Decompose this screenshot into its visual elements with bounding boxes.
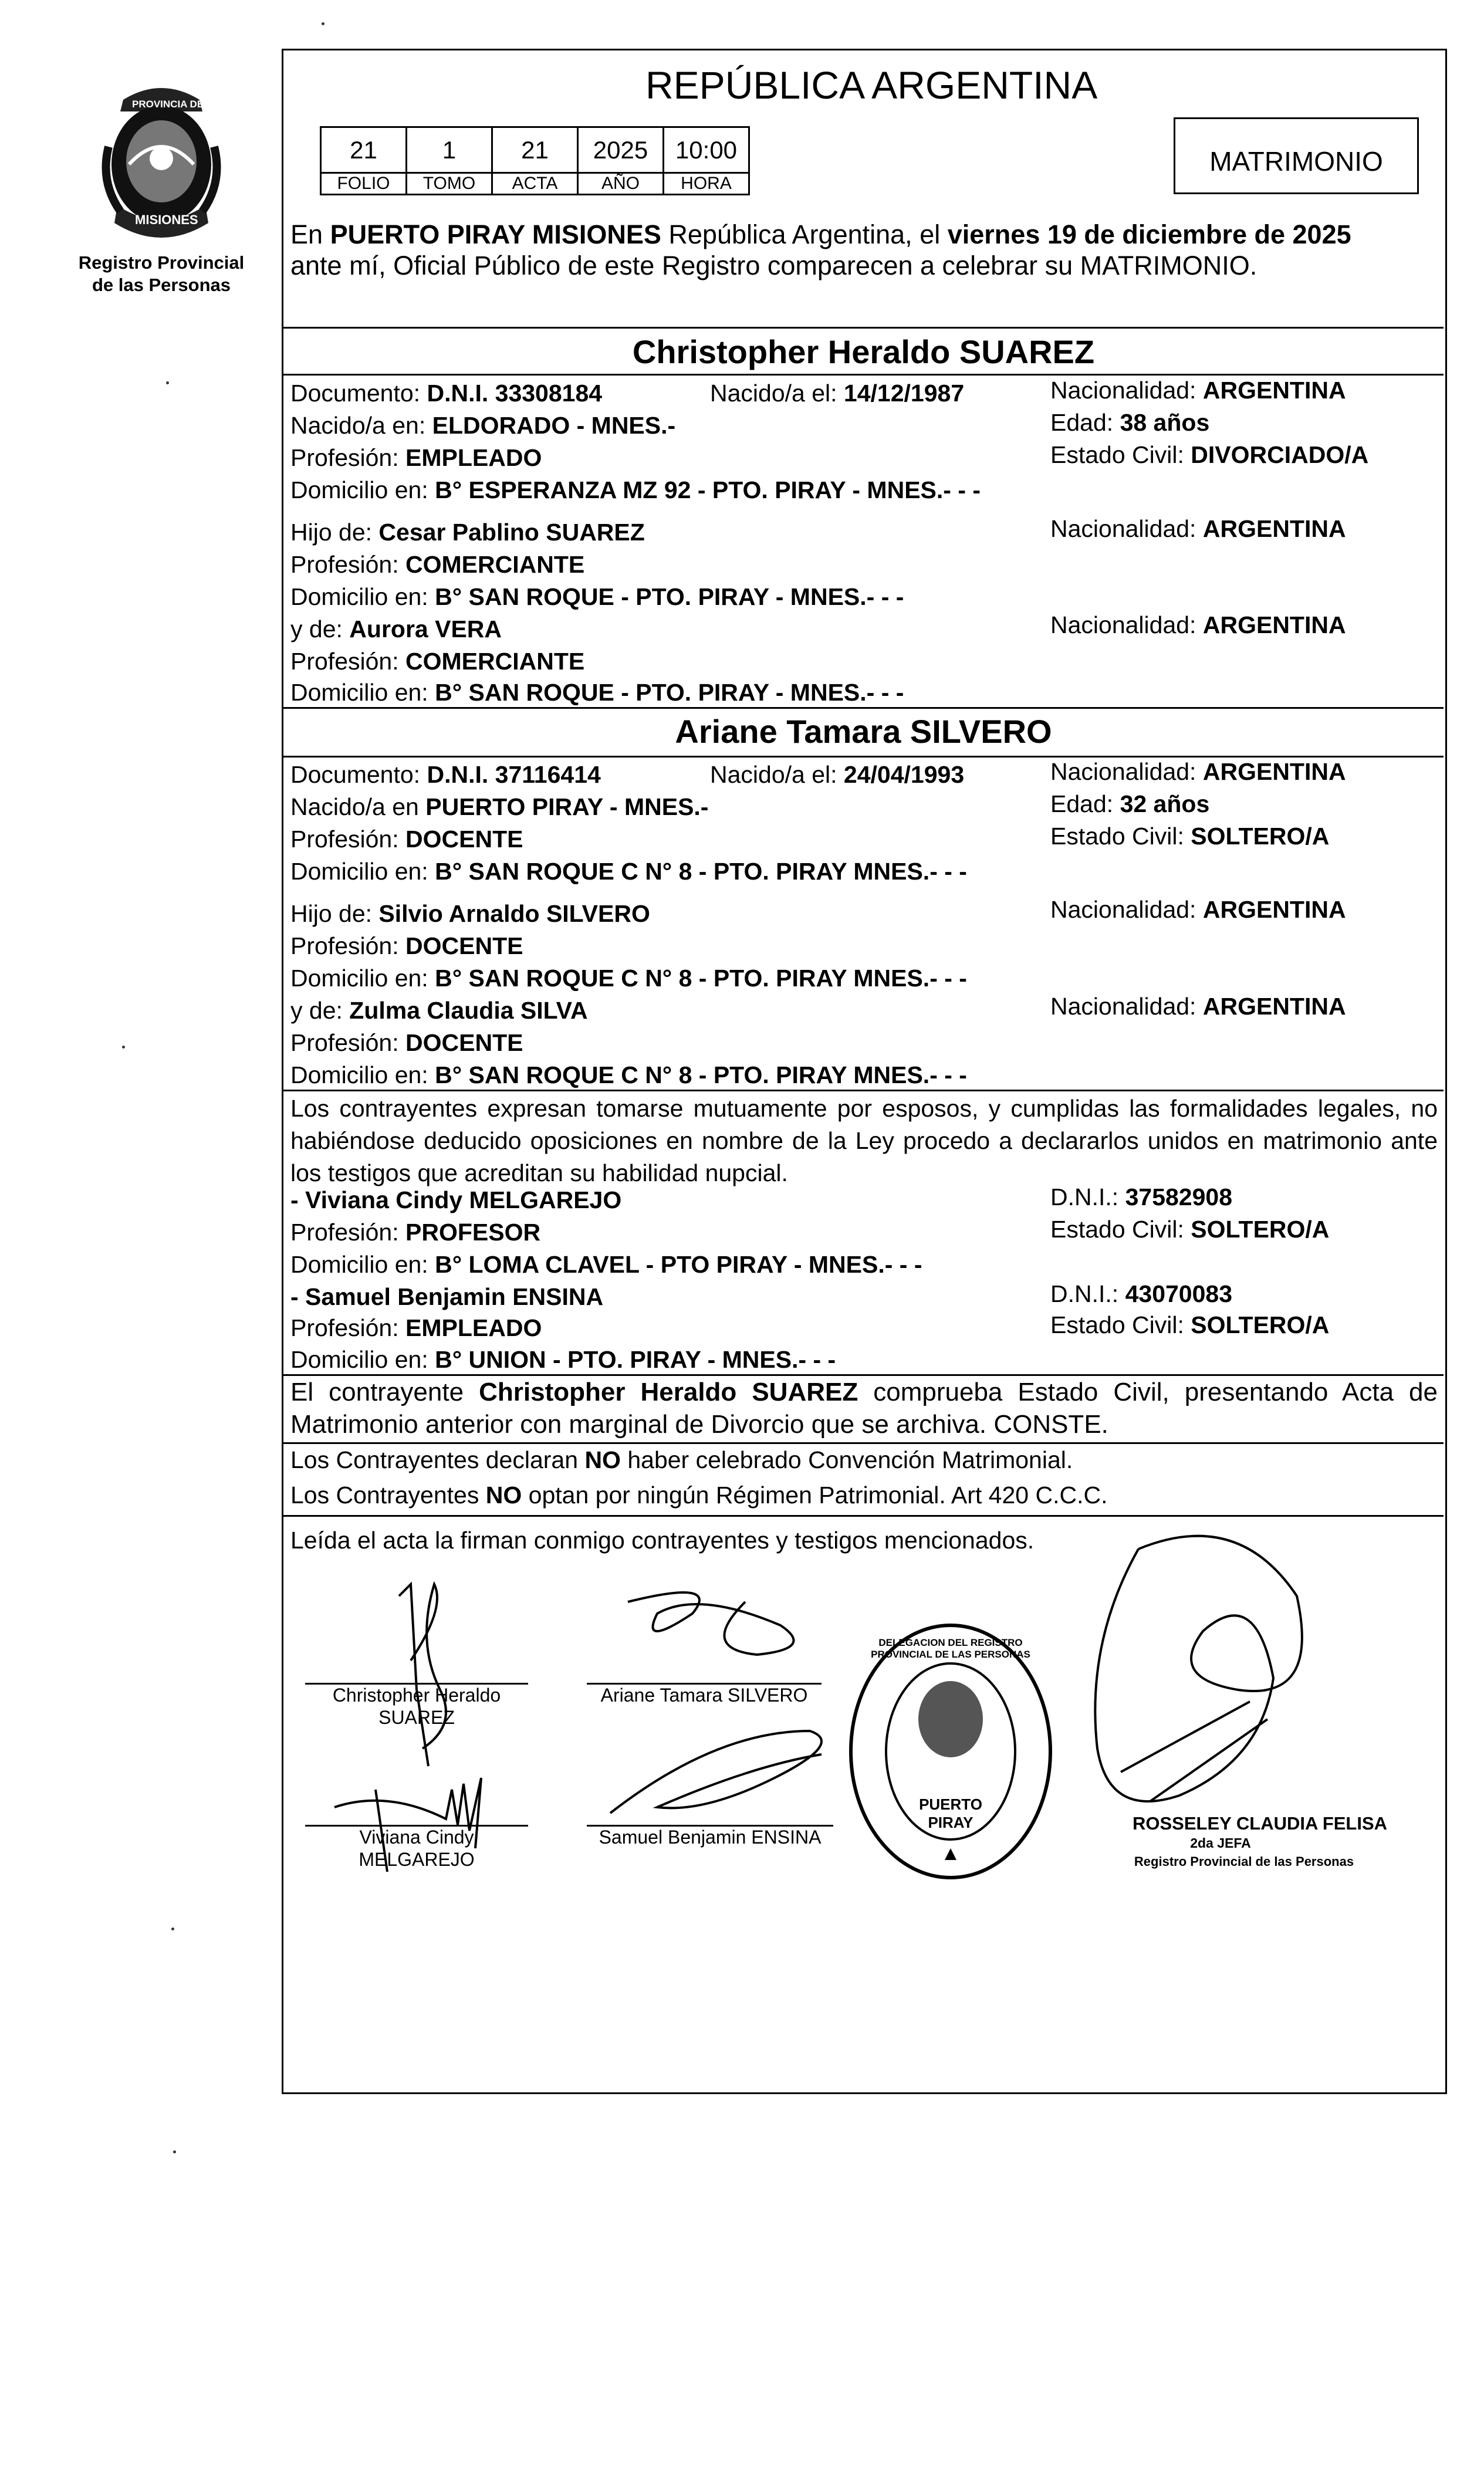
witness1-name: - Viviana Cindy MELGAREJO (290, 1186, 622, 1213)
party1-mother-dom: Domicilio en: B° SAN ROQUE - PTO. PIRAY - MNES.- - - (290, 679, 904, 706)
party1-dom: Domicilio en: B° ESPERANZA MZ 92 - PTO. PIRAY - MNES.- - - (290, 476, 981, 503)
logo-caption-1: Registro Provincial (78, 252, 245, 273)
signature-name-3a: Viviana Cindy (359, 1827, 474, 1848)
party2-father-dom: Domicilio en: B° SAN ROQUE C N° 8 - PTO. PIRAY MNES.- - - (290, 965, 967, 992)
signature-name-3b: MELGAREJO (359, 1849, 475, 1870)
logo-caption-2: de las Personas (92, 275, 231, 295)
anio-value: 2025 (578, 127, 664, 173)
convention-note: Los Contrayentes declaran NO haber celebrado Convención Matrimonial. (290, 1446, 1073, 1473)
witness2-prof: Profesión: EMPLEADO (290, 1314, 542, 1341)
scan-speck (322, 22, 324, 25)
official-role: 2da JEFA (1190, 1835, 1251, 1851)
party1-father-prof: Profesión: COMERCIANTE (290, 551, 585, 578)
stamp-inner-text: PUERTO PIRAY (919, 1795, 982, 1831)
party2-father-nat: Nacionalidad: ARGENTINA (1050, 896, 1346, 923)
divider (283, 707, 1444, 709)
divider (283, 1515, 1444, 1517)
witness1-dom: Domicilio en: B° LOMA CLAVEL - PTO PIRAY - MNES.- - - (290, 1251, 922, 1278)
hora-label: HORA (664, 173, 749, 195)
intro-date: viernes 19 de diciembre de 2025 (947, 219, 1351, 249)
party2-mother-nat: Nacionalidad: ARGENTINA (1050, 993, 1346, 1020)
signature-scribble-2 (604, 1578, 839, 1696)
witness1-prof: Profesión: PROFESOR (290, 1219, 541, 1246)
tomo-value: 1 (407, 127, 492, 173)
party2-civil: Estado Civil: SOLTERO/A (1050, 823, 1330, 850)
party1-prof: Profesión: EMPLEADO (290, 444, 542, 471)
tomo-label: TOMO (407, 173, 492, 195)
scan-speck (173, 2150, 176, 2153)
witness1-civil: Estado Civil: SOLTERO/A (1050, 1216, 1330, 1243)
party1-mother: y de: Aurora VERA (290, 616, 502, 642)
party1-nat: Nacionalidad: ARGENTINA (1050, 377, 1346, 404)
folio-label: FOLIO (321, 173, 407, 195)
official-org: Registro Provincial de las Personas (1134, 1854, 1354, 1869)
province-logo (88, 76, 235, 252)
party2-nat: Nacionalidad: ARGENTINA (1050, 758, 1346, 785)
signature-name-2: Ariane Tamara SILVERO (600, 1685, 808, 1706)
party2-dom: Domicilio en: B° SAN ROQUE C N° 8 - PTO. PIRAY MNES.- - - (290, 858, 967, 885)
signature-scribble-4 (599, 1719, 845, 1837)
party2-mother: y de: Zulma Claudia SILVA (290, 997, 588, 1024)
hora-value: 10:00 (664, 127, 749, 173)
witness2-name: - Samuel Benjamin ENSINA (290, 1283, 604, 1310)
party1-father: Hijo de: Cesar Pablino SUAREZ (290, 519, 645, 546)
party2-name: Ariane Tamara SILVERO (675, 713, 1052, 750)
party1-age: Edad: 38 años (1050, 409, 1210, 436)
party1-father-nat: Nacionalidad: ARGENTINA (1050, 515, 1346, 542)
anio-label: AÑO (578, 173, 664, 195)
divider (283, 1442, 1444, 1444)
intro-place: PUERTO PIRAY MISIONES (330, 219, 661, 249)
witness2-dni: D.N.I.: 43070083 (1050, 1280, 1233, 1307)
signature-name-1a: Christopher Heraldo (332, 1685, 501, 1706)
type-box (1174, 117, 1419, 194)
witness2-civil: Estado Civil: SOLTERO/A (1050, 1311, 1330, 1338)
scan-speck (166, 381, 169, 384)
folio-value: 21 (321, 127, 407, 173)
scan-speck (171, 1927, 174, 1930)
party1-born: Nacido/a el: 14/12/1987 (710, 380, 965, 407)
type-box-label: MATRIMONIO (1209, 146, 1383, 177)
party1-birthplace: Nacido/a en: ELDORADO - MNES.- (290, 412, 676, 439)
witness2-dom: Domicilio en: B° UNION - PTO. PIRAY - MNES.- - - (290, 1346, 836, 1373)
party2-mother-prof: Profesión: DOCENTE (290, 1029, 523, 1056)
party1-mother-prof: Profesión: COMERCIANTE (290, 648, 585, 675)
witness1-dni: D.N.I.: 37582908 (1050, 1183, 1233, 1210)
seal-text-top: PROVINCIA DE (132, 99, 204, 110)
party2-father: Hijo de: Silvio Arnaldo SILVERO (290, 900, 650, 927)
declaration-text: Los contrayentes expresan tomarse mutuamente por esposos, y cumplidas las formalidades legales, no habiéndose deducido oposiciones en nombre de la Ley procedo a declararlos unidos en matrimonio ante los testigos que acreditan su habilidad nupcial. (290, 1095, 1438, 1186)
party1-mother-nat: Nacionalidad: ARGENTINA (1050, 611, 1346, 638)
acta-label: ACTA (492, 173, 578, 195)
signature-scribble-1 (376, 1573, 493, 1784)
seal-text-bottom: MISIONES (135, 212, 198, 227)
party2-born: Nacido/a el: 24/04/1993 (710, 761, 965, 788)
acta-value: 21 (492, 127, 578, 173)
regime-note: Los Contrayentes NO optan por ningún Régimen Patrimonial. Art 420 C.C.C. (290, 1482, 1108, 1509)
signature-name-4: Samuel Benjamin ENSINA (599, 1827, 822, 1848)
official-name: ROSSELEY CLAUDIA FELISA (1133, 1813, 1388, 1834)
party1-name: Christopher Heraldo SUAREZ (632, 333, 1095, 370)
intro-line-2: ante mí, Oficial Público de este Registro comparecen a celebrar su MATRIMONIO. (290, 251, 1257, 280)
divider (283, 327, 1444, 329)
party2-birthplace: Nacido/a en PUERTO PIRAY - MNES.- (290, 793, 709, 820)
party2-prof: Profesión: DOCENTE (290, 826, 523, 853)
signature-name-1b: SUAREZ (378, 1707, 455, 1728)
scan-speck (122, 1046, 125, 1049)
intro-en: En (290, 219, 323, 249)
signature-scribble-3 (329, 1754, 522, 1883)
party1-father-dom: Domicilio en: B° SAN ROQUE - PTO. PIRAY - MNES.- - - (290, 583, 904, 610)
closing-text: Leída el acta la firman conmigo contrayentes y testigos mencionados. (290, 1527, 1035, 1554)
party2-doc: Documento: D.N.I. 37116414 (290, 761, 601, 788)
page-title: REPÚBLICA ARGENTINA (645, 63, 1098, 107)
intro-rep: República Argentina, el (668, 219, 941, 249)
divider (283, 1090, 1444, 1091)
party2-mother-dom: Domicilio en: B° SAN ROQUE C N° 8 - PTO. PIRAY MNES.- - - (290, 1061, 967, 1088)
party2-father-prof: Profesión: DOCENTE (290, 932, 523, 959)
record-number-table (320, 126, 750, 195)
intro-line-1 (290, 218, 1351, 251)
stamp-text: DELEGACION DEL REGISTRO PROVINCIAL DE LAS PERSONAS (871, 1637, 1030, 1660)
civil-status-note: El contrayente Christopher Heraldo SUAREZ comprueba Estado Civil, presentando Acta de Matrimonio anterior con marginal de Divorcio que se archiva. CONSTE. (290, 1378, 1438, 1439)
party1-civil: Estado Civil: DIVORCIADO/A (1050, 441, 1369, 468)
party1-doc: Documento: D.N.I. 33308184 (290, 380, 603, 407)
party2-age: Edad: 32 años (1050, 790, 1210, 817)
